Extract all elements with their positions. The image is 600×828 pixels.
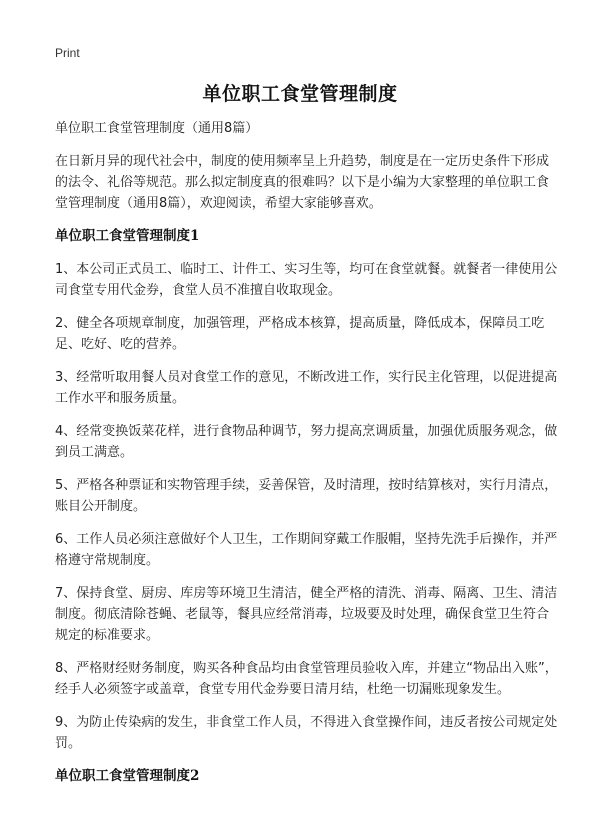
section-heading-2: 单位职工食堂管理制度2 [55,768,200,784]
document-subtitle: 单位职工食堂管理制度（通用8篇） [55,121,259,136]
rule-item-2: 2、健全各项规章制度，加强管理，严格成本核算，提高质量，降低成本，保障员工吃足、吃好、吃的营养。 [55,316,545,352]
rule-item-5: 5、严格各种票证和实物管理手续，妥善保管，及时清理，按时结算核对，实行月清点，账目公开制度。 [55,478,558,514]
intro-paragraph: 在日新月异的现代社会中，制度的使用频率呈上升趋势，制度是在一定历史条件下形成的法令、礼俗等规范。那么拟定制度真的很难吗？以下是小编为大家整理的单位职工食堂管理制度（通用8篇），欢迎阅读，希望大家能够喜欢。 [55,154,550,211]
rule-item-8: 8、严格财经财务制度，购买各种食品均由食堂管理员验收入库，并建立“物品出入账”，经手人必须签字或盖章，食堂专用代金券要日清月结，杜绝一切漏账现象发生。 [55,661,558,697]
rule-item-3: 3、经常听取用餐人员对食堂工作的意见，不断改进工作，实行民主化管理，以促进提高工作水平和服务质量。 [55,370,558,406]
page-title: 单位职工食堂管理制度 [202,83,398,105]
document-body [55,118,560,799]
rule-item-1: 1、本公司正式员工、临时工、计件工、实习生等，均可在食堂就餐。就餐者一律使用公司食堂专用代金券，食堂人员不准擅自收取现金。 [55,262,558,298]
rule-item-4: 4、经常变换饭菜花样，进行食物品种调节，努力提高烹调质量，加强优质服务观念，做到员工满意。 [55,424,558,460]
print-link[interactable]: Print [55,46,80,60]
rule-item-9: 9、为防止传染病的发生，非食堂工作人员，不得进入食堂操作间，违反者按公司规定处罚。 [55,715,558,751]
rule-item-6: 6、工作人员必须注意做好个人卫生，工作期间穿戴工作服帽，坚持先洗手后操作，并严格遵守常规制度。 [55,532,558,568]
section-heading-1: 单位职工食堂管理制度1 [55,228,200,244]
rule-item-7: 7、保持食堂、厨房、库房等环境卫生清洁，健全严格的清洗、消毒、隔离、卫生、清洁制度。彻底清除苍蝇、老鼠等，餐具应经常消毒，垃圾要及时处理，确保食堂卫生符合规定的标准要求。 [55,586,558,643]
